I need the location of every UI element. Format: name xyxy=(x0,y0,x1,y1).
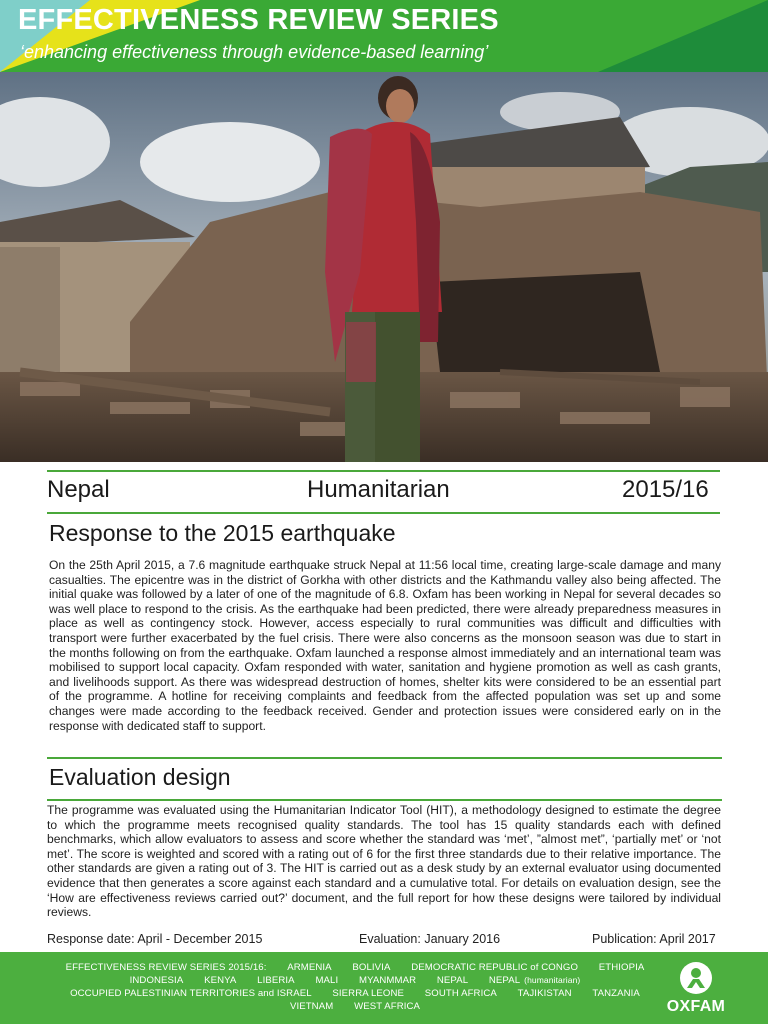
section-body-response: On the 25th April 2015, a 7.6 magnitude earthquake struck Nepal at 11:56 local time, creating large-scale damage and many casualties. The epicentre was in the district of Gorkha with other districts and the Kathmandu valley also being affected. The initial quake was followed by a later of one of the magnitude of 6.8. Oxfam has been working in Nepal for several decades so was well place to respond to the crisis. As the earthquake had been predicted, there were already preparedness measures in place as well as contingency stock. However, access especially to rural communities was difficult and difficulties with transport were further exacerbated by the fuel crisis. There were also concerns as the monsoon season was due to start in the months following on from the earthquake. Oxfam launched a response almost immediately and an international team was mobilised to support local capacity. Oxfam responded with water, sanitation and hygiene promotion as well as cash grants, and livelihoods support. As there was widespread destruction of homes, shelter kits were considered to be an essential part of the programme. A hotline for receiving complaints and feedback from the affected population was set up and some changes were made according to the feedback received. Gender and protection issues were considered early on in the response with dedicated staff to support. xyxy=(49,558,721,733)
publication-date: Publication: April 2017 xyxy=(592,932,716,946)
country-item: NEPAL xyxy=(488,975,521,986)
country-item: MALI xyxy=(315,975,339,986)
country-label: Nepal xyxy=(47,476,110,503)
country-item: SOUTH AFRICA xyxy=(424,988,497,999)
humanitarian-note: (humanitarian) xyxy=(524,975,581,985)
country-line-1 xyxy=(40,961,670,974)
country-item: VIETNAM xyxy=(289,1001,334,1012)
country-list xyxy=(40,961,670,1013)
series-label: EFFECTIVENESS REVIEW SERIES 2015/16: xyxy=(65,962,267,973)
country-item: LIBERIA xyxy=(257,975,295,986)
section-heading-response: Response to the 2015 earthquake xyxy=(49,520,396,546)
country-item: OCCUPIED PALESTINIAN TERRITORIES and ISRAEL xyxy=(70,988,312,999)
evaluation-heading-rule xyxy=(47,799,722,801)
country-line-3 xyxy=(40,987,670,1000)
evaluation-date: Evaluation: January 2016 xyxy=(359,932,501,946)
year-label: 2015/16 xyxy=(622,476,709,503)
country-item: INDONESIA xyxy=(129,975,184,986)
country-item: MYANMMAR xyxy=(359,975,417,986)
section-divider xyxy=(47,757,722,759)
oxfam-logo xyxy=(664,960,728,1020)
oxfam-wordmark: OXFAM xyxy=(666,998,726,1015)
country-item: NEPAL xyxy=(436,975,469,986)
country-item: ARMENIA xyxy=(287,962,332,973)
country-item: SIERRA LEONE xyxy=(332,988,405,999)
country-item: KENYA xyxy=(204,975,237,986)
response-date: Response date: April - December 2015 xyxy=(47,932,263,946)
meta-top-rule xyxy=(47,470,720,472)
country-line-2 xyxy=(40,974,670,987)
theme-label: Humanitarian xyxy=(307,476,450,503)
series-subtitle: ‘enhancing effectiveness through evidence-based learning’ xyxy=(20,42,489,62)
country-item: ETHIOPIA xyxy=(598,962,645,973)
country-line-4 xyxy=(40,1000,670,1013)
meta-bottom-rule xyxy=(47,512,720,514)
hero-photo xyxy=(0,72,768,462)
section-heading-evaluation: Evaluation design xyxy=(49,764,231,790)
series-title: EFFECTIVENESS REVIEW SERIES xyxy=(18,4,499,36)
country-item: DEMOCRATIC REPUBLIC of CONGO xyxy=(411,962,579,973)
header-banner xyxy=(0,0,768,72)
footer-bar xyxy=(0,952,768,1024)
section-body-evaluation: The programme was evaluated using the Humanitarian Indicator Tool (HIT), a methodology designed to estimate the degree to which the programme meets recognised quality standards. The tool has 15 quality standards each with defined benchmarks, which allow evaluators to assess and score whether the standard was ‘met’, ”almost met”, ‘partially met’ or ‘not met’. The score is weighted and scored with a rating out of 6 for the first three standards due to their relative importance. The other standards are given a rating out of 3. The HIT is carried out as a desk study by an external evaluator using documented evidence that then generates a score against each standard and a cumulative total. For details on evaluation design, see the ‘How are effectiveness reviews carried out?’ document, and the full report for how these designs were tailored by individual reviews. xyxy=(47,803,721,920)
country-item: TANZANIA xyxy=(592,988,640,999)
oxfam-logo-icon xyxy=(664,960,728,998)
banner-dark-accent xyxy=(598,0,768,72)
country-item: WEST AFRICA xyxy=(354,1001,421,1012)
country-item: BOLIVIA xyxy=(352,962,391,973)
country-item: TAJIKISTAN xyxy=(517,988,572,999)
